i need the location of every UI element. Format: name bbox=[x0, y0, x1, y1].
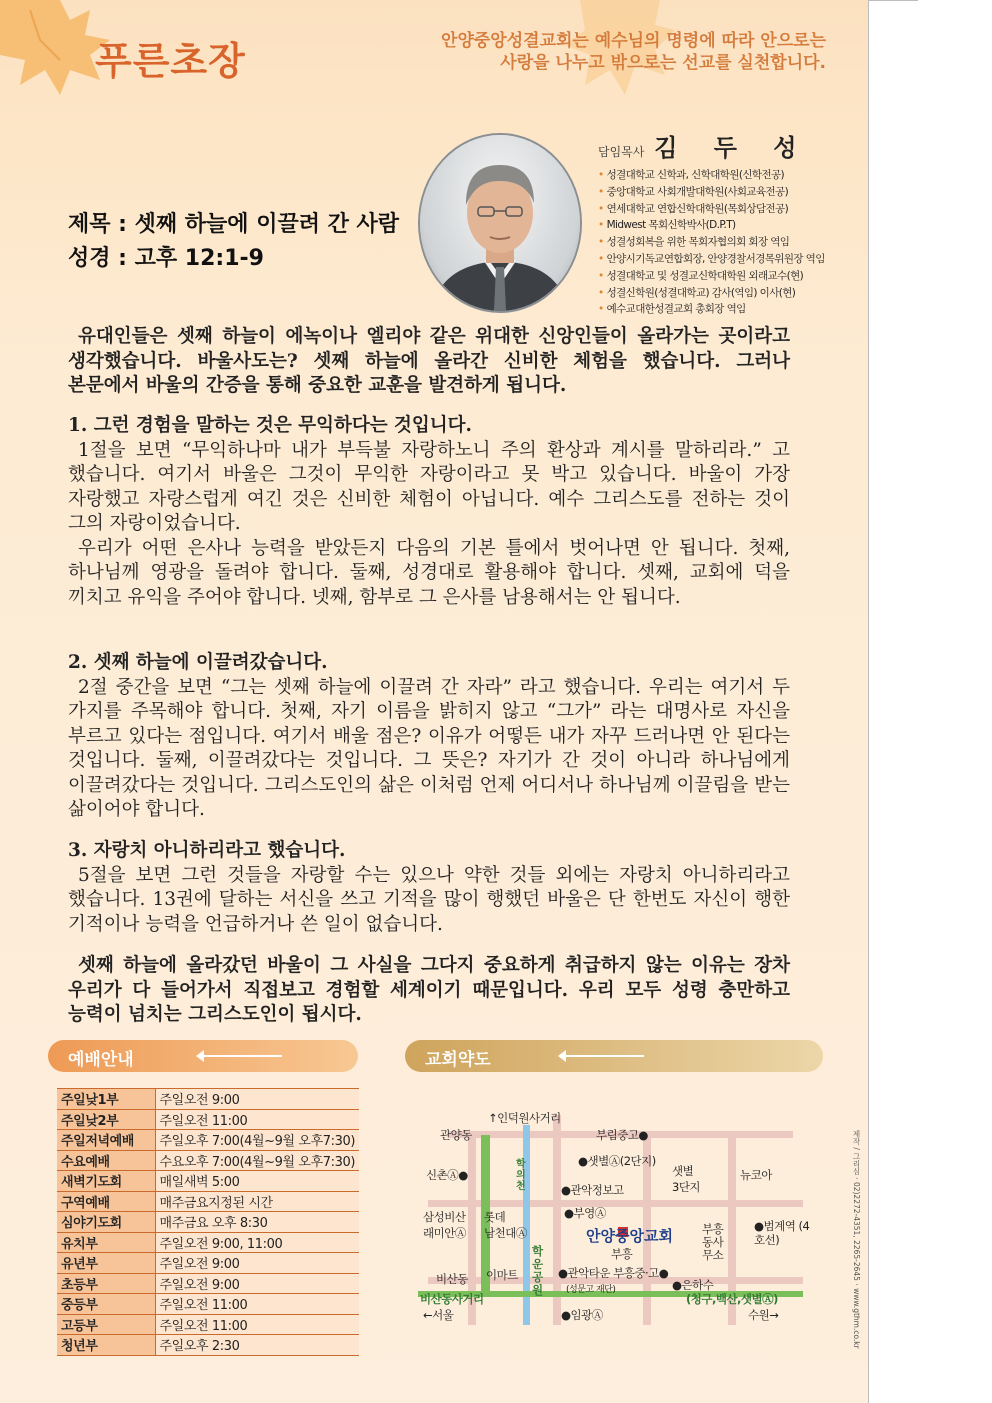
page-edge bbox=[868, 0, 869, 1403]
map-label: 수원→ bbox=[748, 1308, 779, 1322]
point-2-section bbox=[68, 651, 790, 823]
pastor-credentials bbox=[598, 167, 858, 318]
map-label: 삼성비산 래미안Ⓐ bbox=[423, 1210, 466, 1240]
service-name: 구역예배 bbox=[57, 1191, 155, 1212]
table-row bbox=[57, 1273, 359, 1294]
map-label: ●범계역 (4호선) bbox=[754, 1219, 810, 1247]
worship-schedule-table bbox=[57, 1088, 359, 1356]
newsletter-title: 푸른초장 bbox=[95, 39, 246, 83]
point-3-title: 3. 자랑치 아니하리라고 했습니다. bbox=[68, 840, 346, 861]
service-time: 주일오전 11:00 bbox=[155, 1294, 359, 1315]
map-label: 학의천 bbox=[516, 1159, 526, 1192]
service-time: 주일오전 11:00 bbox=[155, 1314, 359, 1335]
service-time: 주일오전 9:00 bbox=[155, 1273, 359, 1294]
map-heading-bar bbox=[405, 1040, 823, 1072]
map-label: 롯데 bbox=[484, 1210, 506, 1224]
credential-item: • 성결성회복을 위한 목회자협의회 회장 역임 bbox=[598, 234, 858, 251]
map-label: 부림중고● bbox=[596, 1128, 648, 1142]
credential-item: • 성결신학원(성결대학교) 감사(역임) 이사(현) bbox=[598, 285, 858, 302]
table-row bbox=[57, 1253, 359, 1274]
pastor-photo bbox=[420, 135, 580, 311]
tagline-line-1: 안양중앙성결교회는 예수님의 명령에 따라 안으로는 bbox=[441, 31, 826, 51]
service-name: 중등부 bbox=[57, 1294, 155, 1315]
map-label: 뉴코아 bbox=[740, 1168, 772, 1182]
pastor-info bbox=[598, 128, 858, 318]
pastor-portrait-image bbox=[420, 135, 580, 311]
map-label: ●부영Ⓐ bbox=[564, 1206, 606, 1220]
credential-item: • 연세대학교 연합신학대학원(목회상담전공) bbox=[598, 201, 858, 218]
map-label: 이마트 bbox=[486, 1268, 518, 1282]
service-time: 매주금요 오후 8:30 bbox=[155, 1212, 359, 1233]
map-heading: 교회약도 bbox=[425, 1050, 491, 1070]
map-label: 관양동 bbox=[440, 1128, 472, 1142]
map-label: ↑인덕원사거리 bbox=[488, 1111, 561, 1125]
map-label: 비산동 bbox=[436, 1272, 468, 1286]
credential-item: • 안양시기독교연합회장, 안양경찰서경목위원장 역임 bbox=[598, 251, 858, 268]
map-label: (성문고 재단) bbox=[566, 1285, 616, 1295]
service-time: 매일새벽 5:00 bbox=[155, 1171, 359, 1192]
point-1-title: 1. 그런 경험을 말하는 것은 무익하다는 것입니다. bbox=[68, 415, 472, 436]
service-name: 초등부 bbox=[57, 1273, 155, 1294]
credential-item: • 성결대학교 및 성결교신학대학원 외래교수(현) bbox=[598, 268, 858, 285]
point-1-paragraph-2: 우리가 어떤 은사나 능력을 받았든지 다음의 기본 틀에서 벗어나면 안 됩니다. 첫째, 하나님께 영광을 돌려야 합니다. 둘째, 성경대로 활용해야 합니다. 셋째, 교회에 덕을 끼치고 유익을 주어야 합니다. 넷째, 함부로 그 은사를 남용해서는 안 됩니다. bbox=[68, 537, 790, 608]
arrow-left-icon bbox=[560, 1055, 644, 1057]
map-label: ●관악타운 부흥중·고● bbox=[558, 1266, 669, 1280]
conclusion-section bbox=[68, 954, 790, 1028]
conclusion-paragraph: 셋째 하늘에 올라갔던 바울이 그 사실을 그다지 중요하게 취급하지 않는 이유는 장차 우리가 다 들어가서 직접보고 경험할 세계이기 때문입니다. 우리 모두 성령 충만하고 능력이 넘치는 그리스도인이 됩시다. bbox=[68, 955, 790, 1025]
table-row bbox=[57, 1212, 359, 1233]
print-credit: 제작 / 그리심 · 02)2272-4351, 2265-2645 · www.gthm.co.kr bbox=[852, 1130, 861, 1349]
map-label: 신촌Ⓐ● bbox=[426, 1168, 468, 1182]
credential-item: • Midwest 목회신학박사(D.P.T) bbox=[598, 217, 858, 234]
sermon-intro bbox=[68, 325, 790, 399]
pastor-name: 김 두 성 bbox=[654, 134, 811, 162]
service-time: 주일오전 11:00 bbox=[155, 1109, 359, 1130]
table-row bbox=[57, 1150, 359, 1171]
service-time: 수요오후 7:00(4월~9월 오후7:30) bbox=[155, 1150, 359, 1171]
page-edge bbox=[868, 0, 918, 1]
table-row bbox=[57, 1109, 359, 1130]
map-label: ●관악정보고 bbox=[561, 1183, 624, 1197]
point-3-section bbox=[68, 839, 790, 937]
tagline-line-2: 사랑을 나누고 밖으로는 선교를 실천합니다. bbox=[500, 53, 826, 73]
map-label: 부흥 bbox=[611, 1247, 633, 1261]
map-label: (청구,백산,샛별Ⓐ) bbox=[686, 1292, 778, 1306]
pastor-role: 담임목사 bbox=[598, 145, 645, 159]
point-1-section bbox=[68, 414, 790, 610]
point-1-paragraph-1: 1절을 보면 “무익하나마 내가 부득불 자랑하노니 주의 환상과 계시를 말하리라.” 고 했습니다. 여기서 바울은 그것이 무익한 자랑이라고 못 박고 있습니다. 바울이 가장 자랑했고 자랑스럽게 여긴 것은 신비한 체험이 아닙니다. 예수 그리스도를 전하는 것이 그의 자랑이었습니다. bbox=[68, 439, 790, 534]
service-name: 새벽기도회 bbox=[57, 1171, 155, 1192]
service-name: 주일저녁예배 bbox=[57, 1130, 155, 1151]
map-label: ●샛별Ⓐ(2단지) bbox=[578, 1154, 656, 1168]
point-2-paragraph: 2절 중간을 보면 “그는 셋째 하늘에 이끌려 간 자라” 라고 했습니다. 우리는 여기서 두 가지를 주목해야 합니다. 첫째, 자기 이름을 밝히지 않고 “그가” 라는 대명사로 자신을 부르고 있다는 점입니다. 여기서 배울 점은? 이유가 어떻든 내가 자꾸 드러나면 안 된다는 것입니다. 둘째, 이끌려갔다는 것입니다. 그 뜻은? 자기가 간 것이 아니라 하나님에게 이끌려갔다는 것입니다. 그리스도인의 삶은 이처럼 언제 어디서나 하나님께 이끌림을 받는 삶이어야 합니다. bbox=[68, 676, 790, 820]
sermon-scripture-label: 성경 : bbox=[68, 246, 127, 271]
map-church-name: 안양중앙교회 bbox=[586, 1227, 673, 1245]
table-row bbox=[57, 1294, 359, 1315]
map-label: ●임광Ⓐ bbox=[561, 1308, 603, 1322]
map-label: 남천대Ⓐ bbox=[484, 1226, 527, 1240]
point-3-paragraph: 5절을 보면 그런 것들을 자랑할 수는 있으나 약한 것들 외에는 자랑치 아니하리라고 했습니다. 13권에 달하는 서신을 쓰고 기적을 많이 행했던 바울은 단 한번도 자신이 행한 기적이나 능력을 언급하거나 쓴 일이 없습니다. bbox=[68, 864, 790, 935]
map-label: 샛별 3단지 bbox=[672, 1164, 701, 1194]
service-time: 주일오전 9:00, 11:00 bbox=[155, 1232, 359, 1253]
service-name: 수요예배 bbox=[57, 1150, 155, 1171]
sermon-title-label: 제목 : bbox=[68, 212, 127, 237]
table-row bbox=[57, 1130, 359, 1151]
service-name: 심야기도회 bbox=[57, 1212, 155, 1233]
credential-item: • 성결대학교 신학과, 신학대학원(신학전공) bbox=[598, 167, 858, 184]
service-name: 청년부 bbox=[57, 1335, 155, 1356]
map-label: 학운 공원 bbox=[532, 1244, 543, 1297]
sermon-title-row bbox=[68, 208, 399, 242]
service-time: 매주금요지정된 시간 bbox=[155, 1191, 359, 1212]
credential-item: • 중앙대학교 사회개발대학원(사회교육전공) bbox=[598, 184, 858, 201]
arrow-left-icon bbox=[198, 1055, 282, 1057]
credential-item: • 예수교대한성결교회 총회장 역임 bbox=[598, 301, 858, 318]
table-row bbox=[57, 1314, 359, 1335]
sermon-title: 셋째 하늘에 이끌려 간 사람 bbox=[134, 212, 400, 237]
table-row bbox=[57, 1232, 359, 1253]
point-2-title: 2. 셋째 하늘에 이끌려갔습니다. bbox=[68, 652, 328, 673]
service-name: 주일낮1부 bbox=[57, 1089, 155, 1110]
worship-heading: 예배안내 bbox=[68, 1050, 134, 1070]
service-name: 유년부 bbox=[57, 1253, 155, 1274]
service-name: 고등부 bbox=[57, 1314, 155, 1335]
table-row bbox=[57, 1171, 359, 1192]
church-map bbox=[418, 1105, 828, 1335]
table-row bbox=[57, 1191, 359, 1212]
sermon-scripture: 고후 12:1-9 bbox=[134, 246, 264, 271]
service-name: 유치부 bbox=[57, 1232, 155, 1253]
service-time: 주일오전 9:00 bbox=[155, 1253, 359, 1274]
table-row bbox=[57, 1089, 359, 1110]
service-time: 주일오전 9:00 bbox=[155, 1089, 359, 1110]
pastor-heading bbox=[598, 128, 858, 163]
sermon-info bbox=[68, 208, 399, 276]
worship-heading-bar bbox=[48, 1040, 358, 1072]
map-label: ●은하수 bbox=[672, 1278, 714, 1292]
intro-paragraph: 유대인들은 셋째 하늘이 에녹이나 엘리야 같은 위대한 신앙인들이 올라가는 곳이라고 생각했습니다. 바울사도는? 셋째 하늘에 올라간 신비한 체험을 했습니다. 그러나 본문에서 바울의 간증을 통해 중요한 교훈을 발견하게 됩니다. bbox=[68, 326, 790, 396]
service-name: 주일낮2부 bbox=[57, 1109, 155, 1130]
table-row bbox=[57, 1335, 359, 1356]
map-label: 부흥 동사 무소 bbox=[702, 1222, 724, 1262]
sermon-scripture-row bbox=[68, 242, 399, 276]
service-time: 주일오후 2:30 bbox=[155, 1335, 359, 1356]
map-label: ←서울 bbox=[423, 1308, 454, 1322]
church-tagline bbox=[441, 30, 826, 74]
map-label: 비산동사거리 bbox=[420, 1292, 484, 1306]
service-time: 주일오후 7:00(4월~9월 오후7:30) bbox=[155, 1130, 359, 1151]
